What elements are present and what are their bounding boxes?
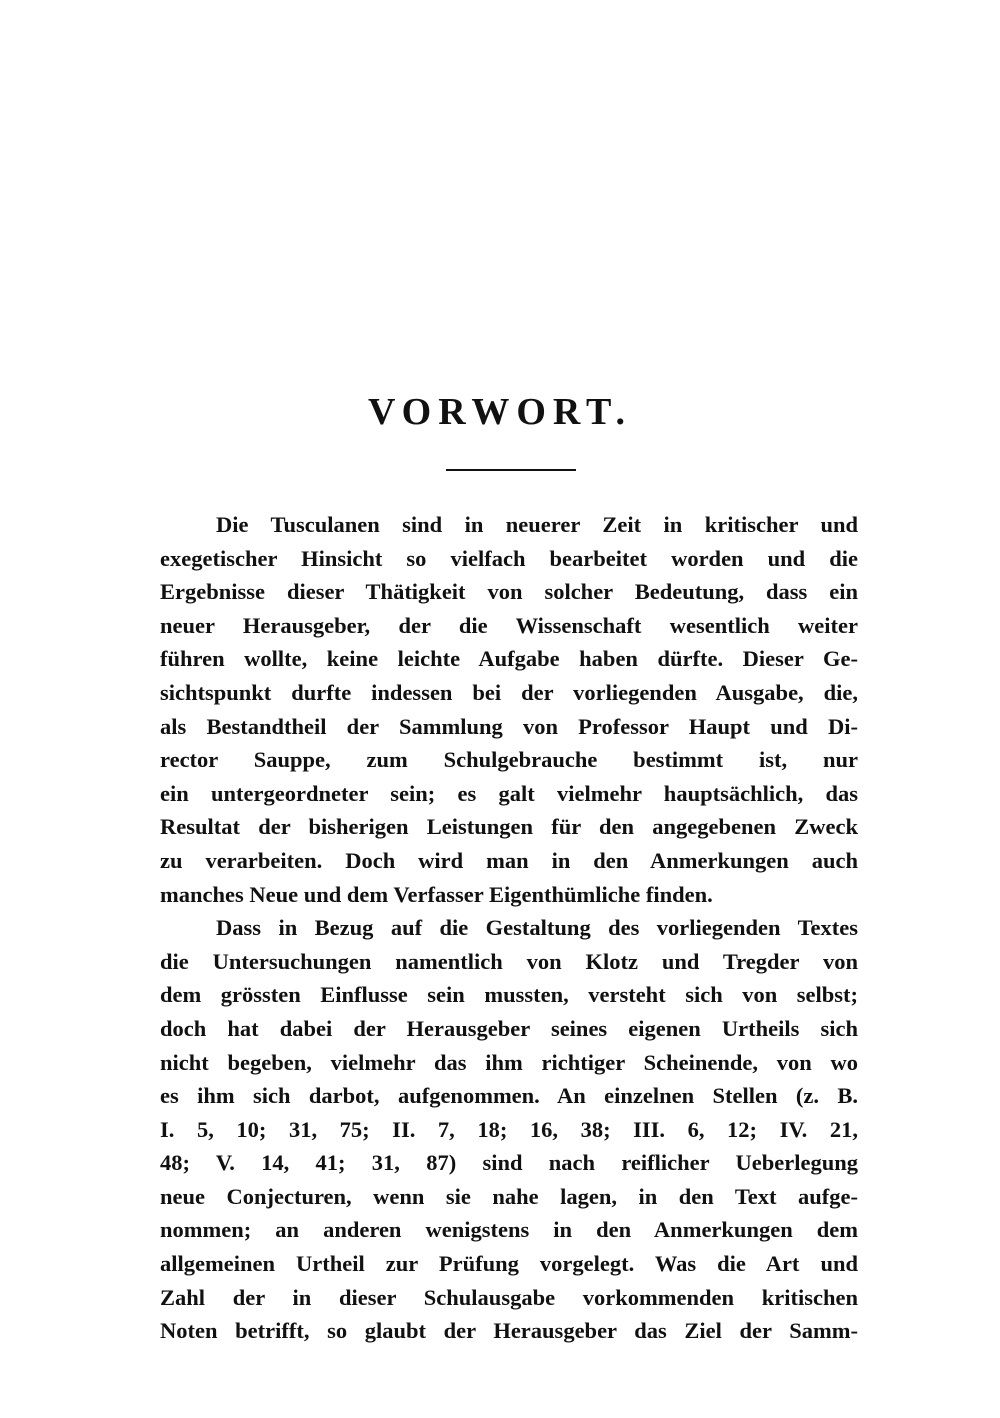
text-line: führen wollte, keine leichte Aufgabe haben dürfte. Dieser Ge- [160,646,858,672]
page-title: VORWORT. [367,391,633,433]
text-line: I. 5, 10; 31, 75; II. 7, 18; 16, 38; III. 6, 12; IV. 21, [160,1116,858,1142]
text-line: ein untergeordneter sein; es galt vielmehr hauptsächlich, das [160,780,858,806]
text-line: neue Conjecturen, wenn sie nahe lagen, in den Text aufge- [160,1183,858,1209]
text-line: zu verarbeiten. Doch wird man in den Anmerkungen auch [160,847,858,873]
text-line: exegetischer Hinsicht so vielfach bearbeitet worden und die [160,545,858,571]
text-line: nicht begeben, vielmehr das ihm richtiger Scheinende, von wo [160,1049,858,1075]
title-divider [446,469,576,471]
text-line: Ergebnisse dieser Thätigkeit von solcher Bedeutung, dass ein [160,579,858,605]
text-line: die Untersuchungen namentlich von Klotz und Tregder von [160,948,858,974]
text-line: doch hat dabei der Herausgeber seines eigenen Urtheils sich [160,1015,858,1041]
text-line: Zahl der in dieser Schulausgabe vorkommenden kritischen [160,1284,858,1310]
text-line: sichtspunkt durfte indessen bei der vorliegenden Ausgabe, die, [160,679,858,705]
text-line: Resultat der bisherigen Leistungen für den angegebenen Zweck [160,814,858,840]
text-line: es ihm sich darbot, aufgenommen. An einzelnen Stellen (z. B. [160,1083,858,1109]
text-line: manches Neue und dem Verfasser Eigenthümliche finden. [160,881,713,907]
text-line: neuer Herausgeber, der die Wissenschaft wesentlich weiter [160,612,858,638]
text-line: allgemeinen Urtheil zur Prüfung vorgelegt. Was die Art und [160,1251,858,1277]
text-line: 48; V. 14, 41; 31, 87) sind nach reiflicher Ueberlegung [160,1150,858,1176]
text-line: rector Sauppe, zum Schulgebrauche bestimmt ist, nur [160,747,858,773]
text-line: Noten betrifft, so glaubt der Herausgeber das Ziel der Samm- [160,1318,858,1344]
text-line: Dass in Bezug auf die Gestaltung des vorliegenden Textes [216,915,858,941]
text-line: nommen; an anderen wenigstens in den Anmerkungen dem [160,1217,858,1243]
preface-text [160,508,858,1348]
text-line: als Bestandtheil der Sammlung von Professor Haupt und Di- [160,713,858,739]
text-line: Die Tusculanen sind in neuerer Zeit in kritischer und [216,512,858,537]
text-line: dem grössten Einflusse sein mussten, versteht sich von selbst; [160,982,858,1008]
